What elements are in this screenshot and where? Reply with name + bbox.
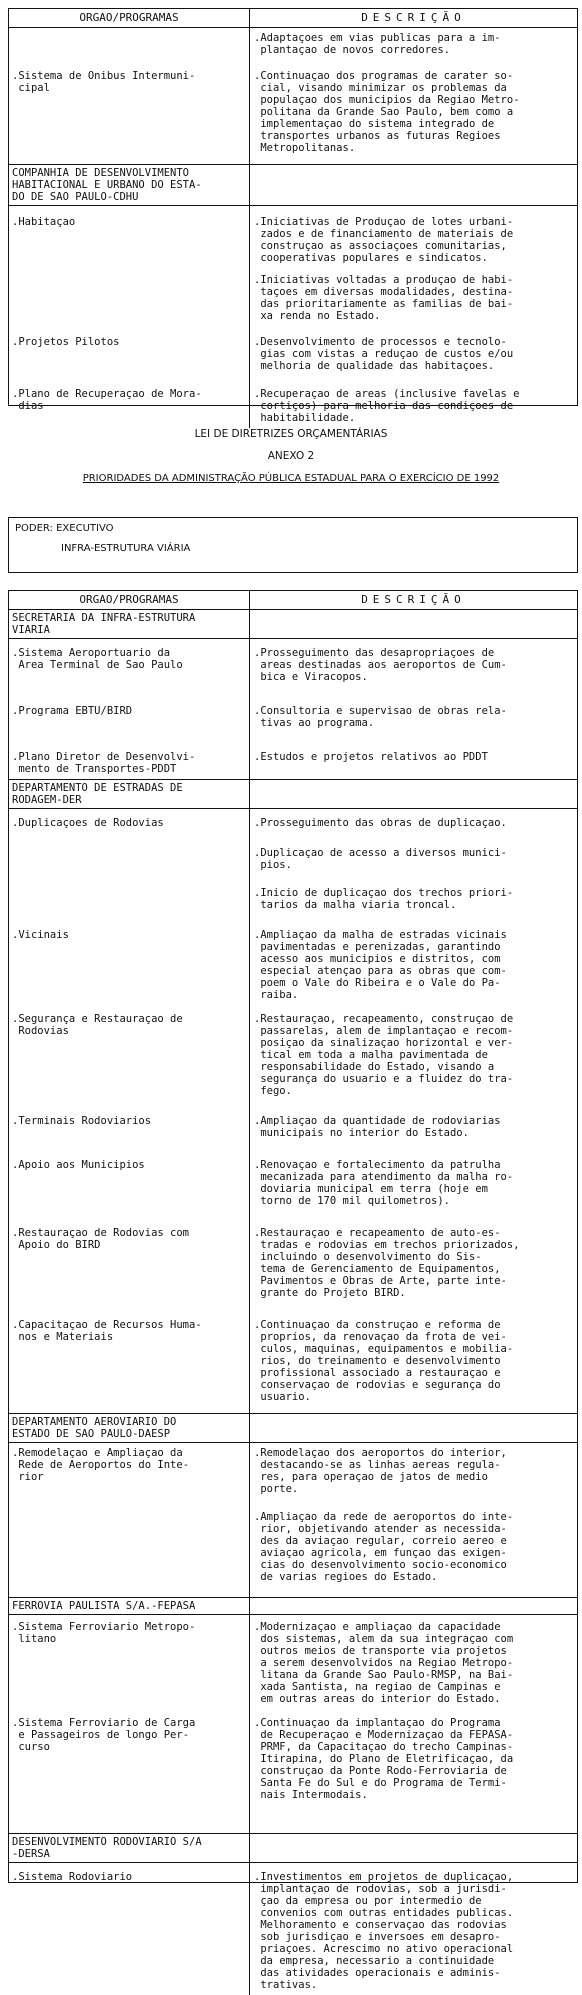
annex-title: ANEXO 2 — [267, 450, 315, 462]
program-name: .Habitaçao — [12, 216, 76, 228]
table-body — [9, 610, 577, 1995]
program-name: .Remodelaçao e Ampliaçao da Rede de Aeroportos do Inte- rior — [12, 1447, 190, 1483]
table-habitacao — [8, 8, 578, 424]
table-row — [9, 1443, 577, 1505]
program-name: .Sistema Ferroviario de Carga e Passageiros de longo Per- curso — [12, 1717, 196, 1753]
section-name: SECRETARIA DA INFRA-ESTRUTURA VIARIA — [12, 612, 196, 636]
section-row — [9, 610, 577, 639]
table-row — [9, 1313, 577, 1413]
table-row — [9, 1713, 577, 1833]
program-description: .Continuaçao da implantaçao do Programa de Recuperaçao e Modernizaçao da FEPASA- PRMF, da Capacitaçao do trecho Campinas- Itirapina, do Plano de Eletrificaçao, da construçao da Ponte Rodo-Ferroviaria de Santa Fe do Sul e do Programa de Termi- nais Intermodais. — [254, 1717, 514, 1801]
column-header-descricao: DESCRIÇÃO — [361, 11, 466, 24]
column-header-descricao: DESCRIÇÃO — [361, 593, 466, 606]
table-row — [9, 741, 577, 779]
table-row — [9, 639, 577, 695]
program-description: .Restauraçao e recapeamento de auto-es- tradas e rodovias em trechos priorizados, incluindo o desenvolvimento do Sis- tema de Gerenciamento de Equipamentos, Pavimentos e Obras de Arte, parte inte- grante do Projeto BIRD. — [254, 1227, 520, 1299]
table-row — [9, 1615, 577, 1713]
program-description: .Consultoria e supervisao de obras rela- tivas ao programa. — [254, 705, 507, 729]
program-name: .Capacitaçao de Recursos Huma- nos e Materiais — [12, 1319, 202, 1343]
program-description: .Prosseguimento das obras de duplicaçao. — [254, 817, 507, 829]
program-description: .Ampliaçao da quantidade de rodoviarias municipais no interior do Estado. — [254, 1115, 501, 1139]
program-name: .Segurança e Restauraçao de Rodovias — [12, 1013, 183, 1037]
program-description — [249, 1836, 577, 1860]
program-name: .Plano de Recuperaçao de Mora- dias — [12, 388, 202, 412]
table-row — [9, 1009, 577, 1107]
section-name: DESENVOLVIMENTO RODOVIARIO S/A -DERSA — [12, 1836, 202, 1860]
program-description: .Inicio de duplicaçao dos trechos priori- tarios da malha viaria troncal. — [254, 887, 514, 911]
table-row — [9, 1863, 577, 1995]
table-row — [9, 695, 577, 741]
table-row — [9, 1219, 577, 1313]
table-row — [9, 66, 577, 164]
program-description: .Continuaçao da construçao e reforma de proprios, da renovaçao da frota de vei- culos, maquinas, equipamentos e mobilia- rios, do treinamento e desenvolvimento profissional associado a restauraçao e conservaçao de rodovias e segurança do usuario. — [254, 1319, 514, 1403]
program-description: .Duplicaçao de acesso a diversos munici- pios. — [254, 847, 507, 871]
program-name — [9, 32, 249, 56]
section-row — [9, 1413, 577, 1443]
program-name: .Plano Diretor de Desenvolvi- mento de Transportes-PDDT — [12, 751, 196, 775]
program-description: .Ampliaçao da malha de estradas vicinais pavimentadas e perenizadas, garantindo acesso aos municipios e distritos, com especial atençao para as obras que com- poem o Vale do Ribeira e o Vale do Pa- raiba. — [254, 929, 507, 1001]
program-name: .Sistema Rodoviario — [12, 1871, 133, 1883]
column-header-orgao: ORGAO/PROGRAMAS — [9, 9, 250, 27]
section-row — [9, 1597, 577, 1615]
section-name: DEPARTAMENTO AEROVIARIO DO ESTADO DE SAO PAULO-DAESP — [12, 1416, 177, 1440]
program-name: .Terminais Rodoviarios — [12, 1115, 152, 1127]
program-description: .Investimentos em projetos de duplicaçao, implantaçao de rodovias, sob a jurisdi- çao da empresa ou por intermedio de convenios com outras entidades publicas. Melhoramento e conservaçao das rodovias sob jurisdiçao e inversoes em desapro- priaçoes. Acrescimo no ativo operacional da empresa, necessario a continuidade das atividades operacionais e adminis- trativas. — [254, 1871, 514, 1991]
program-description — [249, 1416, 577, 1440]
table-row — [9, 809, 577, 843]
law-title: LEI DE DIRETRIZES ORÇAMENTÁRIAS — [194, 428, 388, 440]
program-name: .Vicinais — [12, 929, 69, 941]
program-description: .Continuaçao dos programas de carater so- cial, visando minimizar os problemas da populaçao dos municipios da Regiao Metro- politana da Grande Sao Paulo, bem como a implementaçao do sistema integrado de transportes urbanos as futuras Regioes Metropolitanas. — [254, 70, 520, 154]
program-description: .Ampliaçao da rede de aeroportos do inte- rior, objetivando atender as necessida- des da aviaçao regular, correio aereo e aviaçao agricola, em funçao das exigen- cias do desenvolvimento socio-economico de varias regioes do Estado. — [254, 1511, 514, 1583]
table-row — [9, 883, 577, 925]
table-header — [9, 591, 577, 610]
priorities-title: PRIORIDADES DA ADMINISTRAÇÃO PÚBLICA ESTADUAL PARA O EXERCÍCIO DE 1992 — [82, 473, 500, 484]
program-name — [9, 847, 249, 871]
table-row — [9, 28, 577, 66]
program-description: .Prosseguimento das desapropriaçoes de areas destinadas aos aeroportos de Cum- bica e Viracopos. — [254, 647, 507, 683]
table-infraestrutura — [8, 590, 578, 1991]
program-name: .Programa EBTU/BIRD — [12, 705, 133, 717]
section-name: DEPARTAMENTO DE ESTRADAS DE RODAGEM-DER — [12, 782, 183, 806]
poder-label: PODER: EXECUTIVO — [15, 523, 114, 534]
section-name: FERROVIA PAULISTA S/A.-FEPASA — [12, 1600, 196, 1612]
program-description: .Remodelaçao dos aeroportos do interior, destacando-se as linhas aereas regula- res, para operaçao de jatos de medio porte. — [254, 1447, 507, 1495]
section-name: COMPANHIA DE DESENVOLVIMENTO HABITACIONAL E URBANO DO ESTA- DO DE SAO PAULO-CDHU — [12, 167, 202, 203]
table-row — [9, 384, 577, 428]
program-name — [9, 274, 249, 322]
table-row — [9, 925, 577, 1009]
program-description — [249, 167, 577, 203]
table-row — [9, 1153, 577, 1219]
table-row — [9, 270, 577, 332]
column-header-orgao: ORGAO/PROGRAMAS — [9, 591, 250, 609]
table-row — [9, 332, 577, 384]
program-description: .Restauraçao, recapeamento, construçao de passarelas, alem de implantaçao e recom- posiçao da sinalizaçao horizontal e ver- tical em toda a malha pavimentada de responsabilidade do Estado, visando a segurança do usuario e a fluidez do tra- fego. — [254, 1013, 514, 1097]
program-description: .Adaptaçoes em vias publicas para a im- plantaçao de novos corredores. — [254, 32, 501, 56]
program-description — [249, 782, 577, 806]
program-description — [249, 1600, 577, 1612]
table-row — [9, 206, 577, 270]
program-name — [9, 1511, 249, 1583]
section-row — [9, 779, 577, 809]
program-name: .Restauraçao de Rodovias com Apoio do BIRD — [12, 1227, 190, 1251]
program-description: .Iniciativas de Produçao de lotes urbani- zados e de financiamento de materiais de construçao as associaçoes comunitarias, cooperativas populares e sindicatos. — [254, 216, 514, 264]
program-description: .Renovaçao e fortalecimento da patrulha mecanizada para atendimento da malha ro- doviaria municipal em terra (hoje em torno de 170 mil quilometros). — [254, 1159, 514, 1207]
program-description: .Desenvolvimento de processos e tecnolo- gias com vistas a reduçao de custos e/ou melhoria de qualidade das habitaçoes. — [254, 336, 514, 372]
program-description: .Modernizaçao e ampliaçao da capacidade dos sistemas, alem da sua integraçao com outros meios de transporte via projetos a serem desenvolvidos na Regiao Metropo- litana da Grande Sao Paulo-RMSP, na Bai- xada Santista, na regiao de Campinas e em outras areas do interior do Estado. — [254, 1621, 514, 1705]
program-name: .Projetos Pilotos — [12, 336, 120, 348]
section-row — [9, 1833, 577, 1863]
program-name: .Apoio aos Municipios — [12, 1159, 145, 1171]
program-name: .Sistema Aeroportuario da Area Terminal de Sao Paulo — [12, 647, 183, 671]
program-name: .Duplicaçoes de Rodovias — [12, 817, 164, 829]
program-name: .Sistema de Onibus Intermuni- cipal — [12, 70, 196, 94]
program-description: .Recuperaçao de areas (inclusive favelas e cortiços) para melhoria das condiçoes de habitabilidade. — [254, 388, 520, 424]
poder-box — [8, 517, 578, 573]
table-row — [9, 1505, 577, 1597]
section-row — [9, 164, 577, 206]
area-label: INFRA-ESTRUTURA VIÁRIA — [61, 543, 191, 554]
program-description: .Estudos e projetos relativos ao PDDT — [254, 751, 488, 763]
table-row — [9, 1107, 577, 1153]
program-description — [249, 612, 577, 636]
program-name: .Sistema Ferroviario Metropo- litano — [12, 1621, 196, 1645]
table-row — [9, 843, 577, 883]
table-body — [9, 28, 577, 428]
table-header — [9, 9, 577, 28]
program-name — [9, 887, 249, 911]
program-description: .Iniciativas voltadas a produçao de habi- taçoes em diversas modalidades, destina- das prioritariamente as familias de bai- xa renda no Estado. — [254, 274, 514, 322]
